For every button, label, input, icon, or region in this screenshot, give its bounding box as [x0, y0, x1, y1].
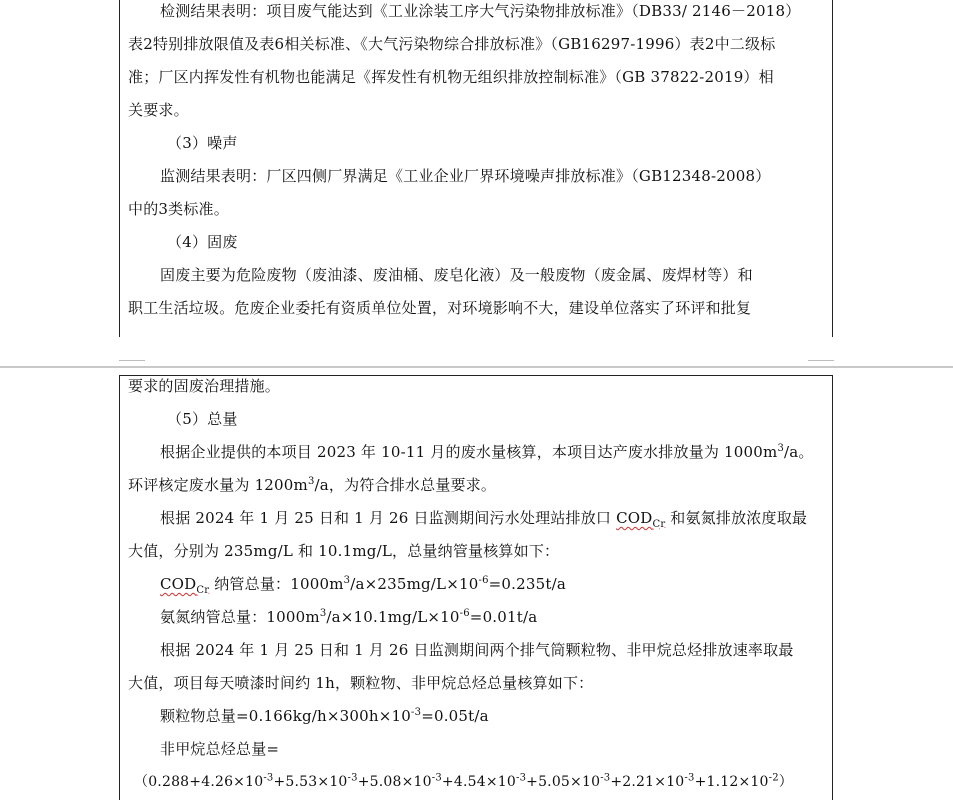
page1-text-frame — [119, 0, 833, 338]
paragraph-line: 根据 2024 年 1 月 25 日和 1 月 26 日监测期间污水处理站排放口 $COD_{Cr}$ 和氨氮排放浓度取最 — [160, 509, 808, 530]
section-heading-noise: （3）噪声 — [167, 134, 238, 152]
spellcheck-flag: $COD_{Cr}$ — [616, 509, 666, 530]
formula-line-particulates: 颗粒物总量$=0.166kg/h\times 300h\times 10^{-3}=0.05t/a$ — [160, 707, 489, 725]
formula-line-nmhc: 非甲烷总烃总量= — [160, 740, 280, 758]
paragraph-line: 监测结果表明：厂区四侧厂界满足《工业企业厂界环境噪声排放标准》（GB12348-2008） — [160, 167, 771, 185]
paragraph-line: 固废主要为危险废物（废油漆、废油桶、废皂化液）及一般废物（废金属、废焊材等）和 — [160, 266, 753, 284]
formula-line-nmhc-sum: $(0.288+4.26\times 10^{-3}+5.53\times 10^{-3}+5.08\times 10^{-3}+4.54\times 10^{-3}+5.05\times 10^{-3}+2.21\times 10^{-3}+1.12\times 10^{-2})$ — [134, 772, 793, 790]
paragraph-line: 要求的固废治理措施。 — [128, 377, 281, 395]
paragraph-line: 表2特别排放限值及表6相关标准、《大气污染物综合排放标准》（GB16297-1996）表2中二级标 — [128, 35, 776, 53]
page2-text-frame — [119, 375, 833, 800]
spellcheck-flag: $COD_{Cr}$ — [160, 575, 210, 596]
paragraph-line: 根据企业提供的本项目 2023 年 10-11 月的废水量核算，本项目达产废水排放量为 $1000m^3/a$。 — [160, 443, 814, 461]
section-heading-solid-waste: （4）固废 — [167, 233, 238, 251]
paragraph-line: 大值，项目每天喷漆时间约 1h，颗粒物、非甲烷总烃总量核算如下： — [128, 674, 594, 692]
paragraph-line: 环评核定废水量为 $1200m^3/a$，为符合排水总量要求。 — [128, 476, 497, 494]
paragraph-line: 准；厂区内挥发性有机物也能满足《挥发性有机物无组织排放控制标准》（GB 37822-2019）相 — [128, 68, 774, 86]
formula-line-ammonia: 氨氮纳管总量：$1000m^3/a\times 10.1mg/L\times 10^{-6}=0.01t/a$ — [160, 608, 538, 626]
formula-line-cod: $COD_{Cr}$ 纳管总量：$1000m^3/a\times 235mg/L\times 10^{-6}=0.235t/a$ — [160, 575, 566, 596]
paragraph-line: 关要求。 — [128, 101, 189, 119]
paragraph-line: 检测结果表明：项目废气能达到《工业涂装工序大气污染物排放标准》（DB33/ 2146－2018） — [160, 2, 801, 20]
paragraph-line: 根据 2024 年 1 月 25 日和 1 月 26 日监测期间两个排气筒颗粒物、非甲烷总烃排放速率取最 — [160, 641, 794, 659]
paragraph-line: 大值，分别为 235mg/L 和 10.1mg/L，总量纳管量核算如下： — [128, 542, 560, 560]
paragraph-line: 中的3类标准。 — [128, 200, 229, 218]
page-corner-mark — [119, 360, 145, 371]
paragraph-line: 职工生活垃圾。危废企业委托有资质单位处置，对环境影响不大，建设单位落实了环评和批复 — [128, 299, 752, 317]
page-corner-mark — [808, 360, 834, 371]
section-heading-total: （5）总量 — [167, 410, 238, 428]
